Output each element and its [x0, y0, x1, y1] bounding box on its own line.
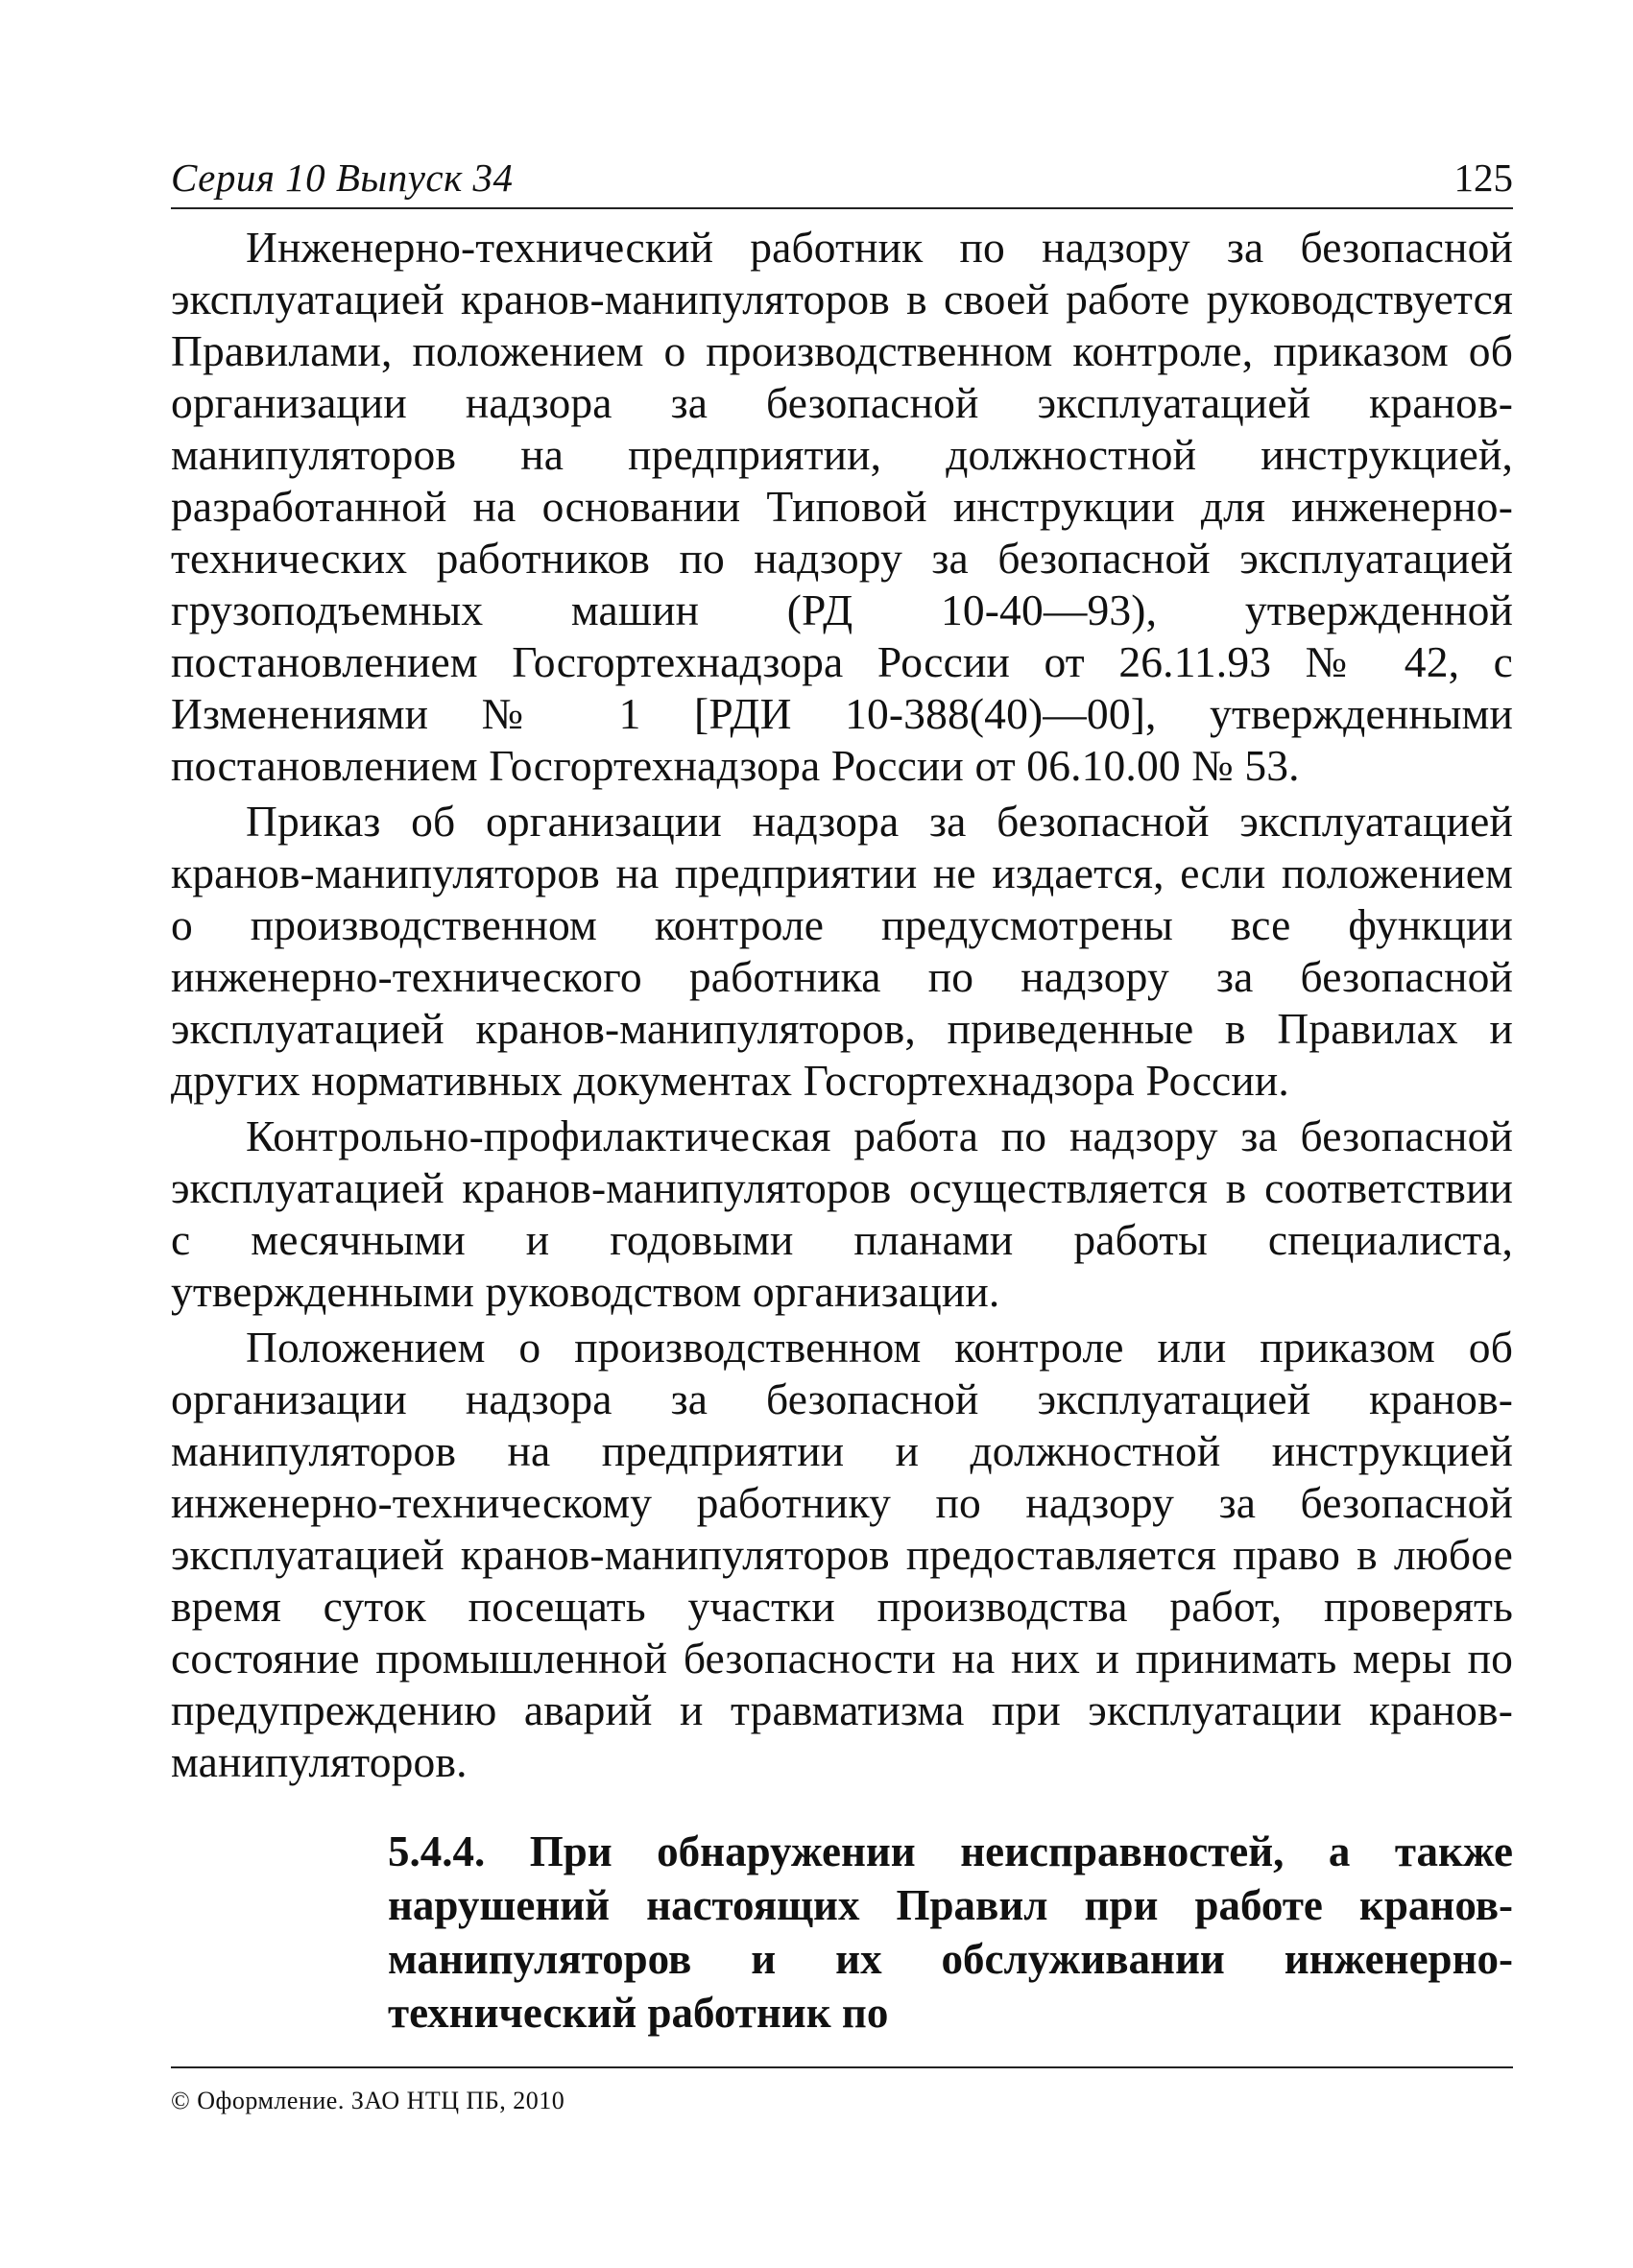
page-footer	[171, 2066, 1513, 2116]
running-head	[171, 154, 1513, 209]
paragraph: Контрольно-профилактическая работа по надзору за безопасной эксплуатацией кранов-манипуляторов осуществляется в соответствии с месячными и годовыми планами работы специалиста, утвержденными руководством организации.	[171, 1111, 1513, 1316]
section-heading: 5.4.4. При обнаружении неисправностей, а также нарушений настоящих Правил при работе кранов-манипуляторов и их обслуживании инженерно-технический работник по	[388, 1827, 1513, 2037]
paragraph: Положением о производственном контроле или приказом об организации надзора за безопасной эксплуатацией кранов-манипуляторов на предприятии и должностной инструкцией инженерно-техническому работнику по надзору за безопасной эксплуатацией кранов-манипуляторов предоставляется право в любое время суток посещать участки производства работ, проверять состояние промышленной безопасности на них и принимать меры по предупреждению аварий и травматизма при эксплуатации кранов-манипуляторов.	[171, 1323, 1513, 1786]
series-title: Серия 10 Выпуск 34	[171, 155, 514, 200]
paragraph: Инженерно-технический работник по надзору за безопасной эксплуатацией кранов-манипуляторов в своей работе руководствуется Правилами, положением о производственном контроле, приказом об организации надзора за безопасной эксплуатацией кранов-манипуляторов на предприятии, должностной инструкцией, разработанной на основании Типовой инструкции для инженерно-технических работников по надзору за безопасной эксплуатацией грузоподъемных машин (РД 10-40—93), утвержденной постановлением Госгортехнадзора России от 26.11.93 № 42, с Изменениями № 1 [РДИ 10-388(40)—00], утвержденными постановлением Госгортехнадзора России от 06.10.00 № 53.	[171, 223, 1513, 790]
paragraph: Приказ об организации надзора за безопасной эксплуатацией кранов-манипуляторов на предприятии не издается, если положением о производственном контроле предусмотрены все функции инженерно-технического работника по надзору за безопасной эксплуатацией кранов-манипуляторов, приведенные в Правилах и других нормативных документах Госгортехнадзора России.	[171, 797, 1513, 1105]
body-text	[171, 222, 1513, 2040]
page-number: 125	[1453, 155, 1513, 200]
copyright-notice: © Оформление. ЗАО НТЦ ПБ, 2010	[171, 2087, 565, 2114]
